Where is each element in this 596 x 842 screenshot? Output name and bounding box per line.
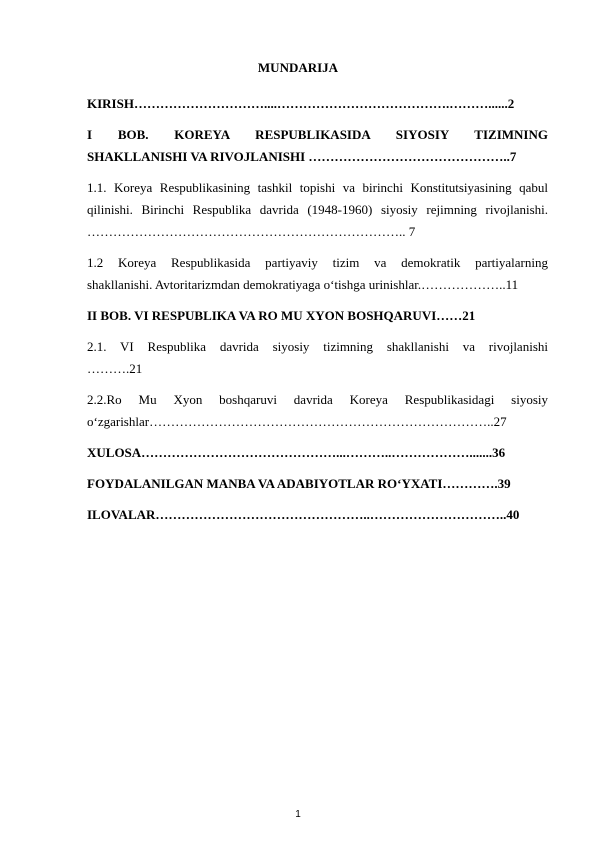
toc-entry-text: KIRISH…………………………....………………………………….………......2 — [87, 96, 515, 111]
toc-entry-section-2-2 — [87, 389, 548, 433]
toc-entry-text: qilinishi. Birinchi Respublika davrida (1948-1960) siyosiy rejimning rivojlanishi. — [87, 202, 548, 217]
page-number: 1 — [295, 809, 301, 820]
toc-entry-chapter-2 — [87, 305, 548, 327]
toc-entry-text: 1.1. Koreya Respublikasining tashkil topishi va birinchi Konstitutsiyasining qabul — [87, 180, 548, 195]
page-title: MUNDARIJA — [257, 60, 339, 75]
toc-entry-text: 2.2.Ro Mu Xyon boshqaruvi davrida Koreya Respublikasidagi siyosiy — [87, 392, 548, 407]
toc-entry-text: 1.2 Koreya Respublikasida partiyaviy tizim va demokratik partiyalarning — [87, 255, 548, 270]
toc-entry-text: FOYDALANILGAN MANBA VA ADABIYOTLAR RO‘YXATI………….39 — [87, 476, 511, 491]
toc-entry-text: I BOB. KOREYA RESPUBLIKASIDA SIYOSIY TIZIMNING — [87, 127, 548, 142]
toc-entry-chapter-1 — [87, 124, 548, 168]
toc-entry-section-2-1 — [87, 336, 548, 380]
toc-entry-ilovalar — [87, 504, 548, 526]
toc-entry-text: shakllanishi. Avtoritarizmdan demokratiyaga o‘tishga urinishlar.………………..11 — [87, 277, 519, 292]
toc-entry-text: 2.1. VI Respublika davrida siyosiy tizimning shakllanishi va rivojlanishi — [87, 339, 548, 354]
toc-entry-text: o‘zgarishlar……………………………………………………………………..27 — [87, 414, 507, 429]
toc-entry-kirish — [87, 93, 548, 115]
toc-entry-xulosa — [87, 442, 548, 464]
toc-entry-text: SHAKLLANISHI VA RIVOJLANISHI ………………………………………..7 — [87, 149, 517, 164]
toc-entry-section-1-2 — [87, 252, 548, 296]
toc-entry-text: ……….21 — [87, 361, 143, 376]
toc-entry-foydalanilgan — [87, 473, 548, 495]
toc-entry-text: ……………………………………………………………….. 7 — [87, 224, 416, 239]
toc-entry-text: ILOVALAR…………………………………………..…………………………..40 — [87, 507, 520, 522]
toc-entry-text: XULOSA………………………………………...………..……………….......36 — [87, 445, 506, 460]
toc-entry-section-1-1 — [87, 177, 548, 243]
toc-entry-text: II BOB. VI RESPUBLIKA VA RO MU XYON BOSHQARUVI……21 — [87, 308, 476, 323]
table-of-contents — [87, 93, 548, 535]
